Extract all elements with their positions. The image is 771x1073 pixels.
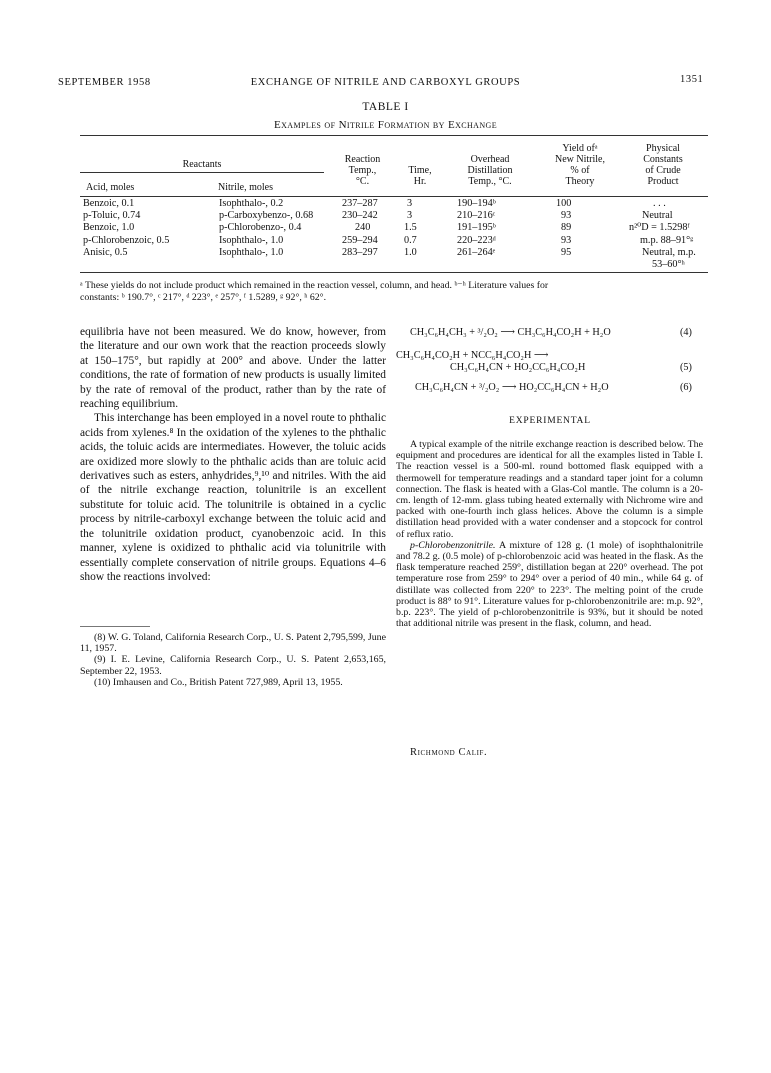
paragraph: p-Chlorobenzonitrile. A mixture of 128 g. (1 mole) of isophthalonitrile and 78.2 g. (0.5 mole) of p-chlorobenzoic acid was heated in the flask. As the flask temperature reached 259°, distillation began at 220° overhead. The pot temperature rose from 259° to 294° over a period of 40 min., while 64 g. of distillate was collected from 220° to 223°. The melting point of the crude product is 88° to 91°. Literature values for p-chlorobenzonitrile are: m.p. 92°, b.p. 223°. The yield of p-chlorobenzonitrile is 93%, but it should be noted that additional nitrile was present in the flask, column, and head. xyxy=(396,539,703,630)
paragraph: A typical example of the nitrile exchange reaction is described below. The equipment and procedures are identical for all the examples listed in Table I. The reaction vessel is a 500-ml. round bottomed flask equipped with a thermowell for temperature readings and a standard taper joint for a column connection. The flask is heated with a Glas-Col mantle. The column is a 20-cm. length of 12-mm. glass tubing heated externally with Nichrome wire and packed with one-fourth inch glass helices. Above the column is a simple distillation head provided with a water condenser and a stopcock for control of reflux ratio. xyxy=(396,439,703,540)
reference: (9) I. E. Levine, California Research Corp., U. S. Patent 2,653,165, September 22, 1953. xyxy=(80,654,386,677)
table-header-rule xyxy=(80,196,708,197)
compound-name: p-Chlorobenzonitrile. xyxy=(410,539,496,551)
table-body xyxy=(80,198,710,271)
header-acid: Acid, moles xyxy=(86,182,135,193)
table-title: TABLE I xyxy=(362,101,409,113)
table-row: p-Chlorobenzoic, 0.5 Isophthalo-, 1.0 259–294 0.7 220–223ᵈ 93 m.p. 88–91°ᵍ xyxy=(83,234,694,246)
location: Richmond Calif. xyxy=(410,747,488,758)
equation-4-number: (4) xyxy=(680,327,692,338)
table-footnote: ᵃ These yields do not include product which remained in the reaction vessel, column, and head. ᵇ⁻ʰ Literature values for constants: ᵇ 190.7°, ᶜ 217°, ᵈ 223°, ᵉ 257°, ᶠ 1.5289, ᵍ 92°, ʰ 62°. xyxy=(80,280,549,303)
table-subtitle: Examples of Nitrile Formation by Exchange xyxy=(274,119,497,131)
paragraph: This interchange has been employed in a novel route to phthalic acids from xylenes.⁸ In the oxidation of the xylenes to the phthalic acids, the toluic acids are intermediates. However, the toluic acids are oxidized more slowly to the phthalic acids than are toluic acid derivatives such as esters, anhydrides,⁹,¹⁰ and nitriles. With the aid of the nitrile exchange reaction, tolunitrile is an excellent substitute for toluic acid. The tolunitrile is obtained in a cyclic process by nitrile-carboxyl exchange between the toluic acid and the tolunitrile oxidation product, cyanobenzoic acid. In this manner, xylene is oxidized to phthalic acid via tolunitrile with essentially complete conservation of nitrile groups. Equations 4–6 show the reactions involved: xyxy=(80,412,386,583)
section-heading: EXPERIMENTAL xyxy=(509,416,591,426)
paragraph: equilibria have not been measured. We do know, however, from the literature and our own work that the reaction proceeds slowly at 150–175°, but rapidly at 200° and above. Under the latter conditions, the rate of formation of new products is usually limited by the rate of removal of the product, rather than by the rate of reaching equilibrium. xyxy=(80,326,386,411)
header-nitrile: Nitrile, moles xyxy=(218,182,273,193)
table-row: Benzoic, 1.0 p-Chlorobenzo-, 0.4 240 1.5 191–195ᵇ 89 n²⁰D = 1.5298ᶠ xyxy=(83,222,690,234)
footnote-rule xyxy=(80,626,150,627)
table-row: Benzoic, 0.1 Isophthalo-, 0.2 237–287 3 190–194ᵇ 100 . . . xyxy=(83,198,666,209)
header-physical: Physical Constants of Crude Product xyxy=(643,143,683,187)
equation-6-number: (6) xyxy=(680,382,692,393)
equation-5-line2: CH₃C₆H₄CN + HO₂CC₆H₄CO₂H xyxy=(450,362,586,373)
equation-5-line1: CH₃C₆H₄CO₂H + NCC₆H₄CO₂H ⟶ xyxy=(396,350,549,361)
table-top-rule xyxy=(80,135,708,136)
header-time: Time, Hr. xyxy=(408,165,432,187)
equation-5-number: (5) xyxy=(680,362,692,373)
table-row: p-Toluic, 0.74 p-Carboxybenzo-, 0.68 230–242 3 210–216ᶜ 93 Neutral xyxy=(83,210,673,222)
equation-6: CH₃C₆H₄CN + ³/₂O₂ ⟶ HO₂CC₆H₄CN + H₂O xyxy=(415,382,609,393)
table-row-continuation: 53–60°ʰ xyxy=(652,258,685,270)
references xyxy=(80,632,386,688)
table-bottom-rule xyxy=(80,272,708,273)
running-header-date: SEPTEMBER 1958 xyxy=(58,77,151,88)
experimental-text xyxy=(396,439,703,629)
header-temp: Reaction Temp., °C. xyxy=(344,154,381,187)
reactants-group-header: Reactants xyxy=(182,159,222,170)
reference: (10) Imhausen and Co., British Patent 727,989, April 13, 1955. xyxy=(94,676,343,688)
reference: (8) W. G. Toland, California Research Corp., U. S. Patent 2,795,599, June 11, 1957. xyxy=(80,632,386,655)
page-number: 1351 xyxy=(680,74,704,85)
left-column xyxy=(80,325,386,584)
running-header-title: EXCHANGE OF NITRILE AND CARBOXYL GROUPS xyxy=(250,77,521,88)
reactants-rule xyxy=(80,172,324,173)
table-row: Anisic, 0.5 Isophthalo-, 1.0 283–297 1.0 261–264ᵉ 95 Neutral, m.p. xyxy=(83,246,696,258)
header-overhead: Overhead Distillation Temp., °C. xyxy=(467,154,513,187)
equation-4: CH₃C₆H₄CH₃ + ³/₂O₂ ⟶ CH₃C₆H₄CO₂H + H₂O xyxy=(410,327,611,338)
header-yield: Yield ofᵃ New Nitrile, % of Theory xyxy=(555,143,605,187)
